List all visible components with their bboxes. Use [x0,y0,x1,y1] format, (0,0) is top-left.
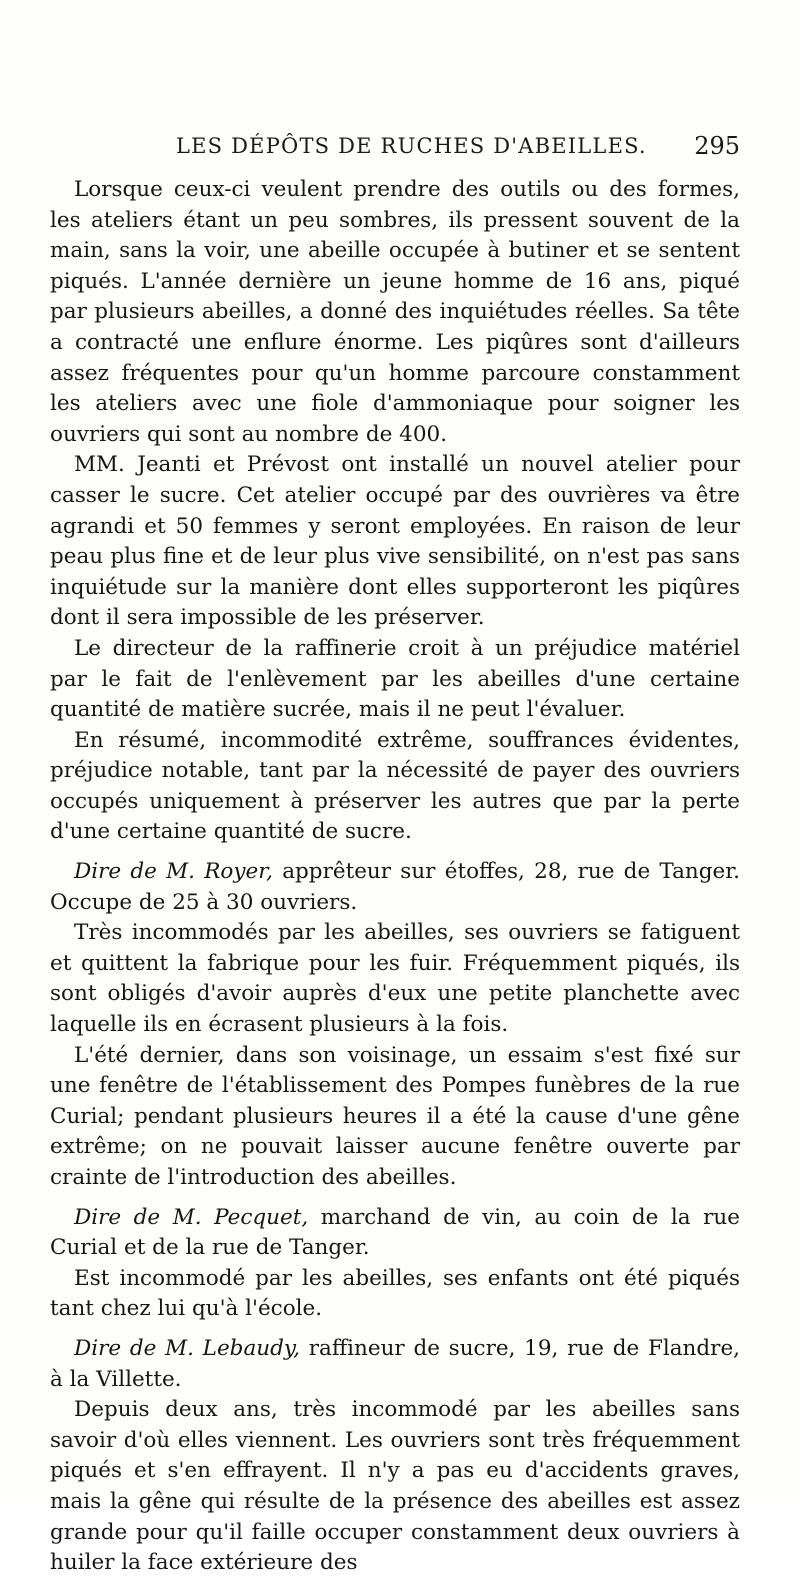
paragraph-text: Depuis deux ans, très incommodé par les abeilles sans savoir d'où elles viennent. Les ouvriers sont très fréquemment piqués et s'en effrayent. Il n'y a pas eu d'accidents graves, mais la gêne qui résulte de la présence des abeilles est assez grande pour qu'il faille occuper constamment deux ouvriers à huiler la face extérieure des [50,1397,740,1576]
paragraph-text: raffineur de sucre, 19, rue de Flandre, à la Villette. [50,1335,741,1392]
paragraph-1 [50,175,740,450]
paragraph-5 [50,857,740,918]
paragraph-3 [50,634,740,726]
paragraph-text: apprêteur sur étoffes, 28, rue de Tanger. Occupe de 25 à 30 ouvriers. [50,859,740,915]
speaker-name: Dire de M. Pecquet, [74,1204,309,1230]
speaker-name: Dire de M. Royer, [74,859,273,885]
speaker-name: Dire de M. Lebaudy, [74,1335,301,1361]
paragraph-text: Lorsque ceux-ci veulent prendre des outils ou des formes, les ateliers étant un peu sombres, ils pressent souvent de la main, sans la voir, une abeille occupée à butiner et se sentent piqués. L'année dernière un jeune homme de 16 ans, piqué par plusieurs abeilles, a donné des inquiétudes réelles. Sa tête a contracté une enflure énorme. Les piqûres sont d'ailleurs assez fréquentes pour qu'un homme parcoure constamment les ateliers avec une fiole d'ammoniaque pour soigner les ouvriers qui sont au nombre de 400. [50,177,740,447]
paragraph-text: En résumé, incommodité extrême, souffrances évidentes, préjudice notable, tant par la nécessité de payer des ouvriers occupés uniquement à préserver les autres que par la perte d'une certaine quantité de sucre. [50,727,740,845]
paragraph-4 [50,726,740,848]
paragraph-9 [50,1264,740,1325]
paragraph-text: MM. Jeanti et Prévost ont installé un nouvel atelier pour casser le sucre. Cet atelier occupé par des ouvrières va être agrandi et 50 femmes y seront employées. En raison de leur peau plus fine et de leur plus vive sensibilité, on n'est pas sans inquiétude sur la manière dont elles supporteront les piqûres dont il sera impossible de les préserver. [50,452,740,631]
body-text [50,175,740,1579]
paragraph-text: Très incommodés par les abeilles, ses ouvriers se fatiguent et quittent la fabrique pour les fuir. Fréquemment piqués, ils sont obligés d'avoir auprès d'eux une petite planchette avec laquelle ils en écrasent plusieurs à la fois. [50,920,740,1038]
paragraph-11 [50,1395,740,1579]
running-title: LES DÉPÔTS DE RUCHES D'ABEILLES. [176,134,647,158]
paragraph-text: Le directeur de la raffinerie croit à un préjudice matériel par le fait de l'enlèvement par les abeilles d'une certaine quantité de matière sucrée, mais il ne peut l'évaluer. [50,635,740,723]
paragraph-8 [50,1203,740,1264]
paragraph-text: Est incommodé par les abeilles, ses enfants ont été piqués tant chez lui qu'à l'école. [50,1265,740,1322]
paragraph-7 [50,1041,740,1194]
paragraph-6 [50,918,740,1040]
paragraph-10 [50,1334,740,1395]
page-header [52,132,740,166]
paragraph-text: marchand de vin, au coin de la rue Curial et de la rue de Tanger. [50,1204,740,1261]
paragraph-text: L'été dernier, dans son voisinage, un essaim s'est fixé sur une fenêtre de l'établissement des Pompes funèbres de la rue Curial; pendant plusieurs heures il a été la cause d'une gêne extrême; on ne pouvait laisser aucune fenêtre ouverte par crainte de l'introduction des abeilles. [50,1042,740,1190]
page-number: 295 [694,132,740,160]
paragraph-2 [50,450,740,634]
